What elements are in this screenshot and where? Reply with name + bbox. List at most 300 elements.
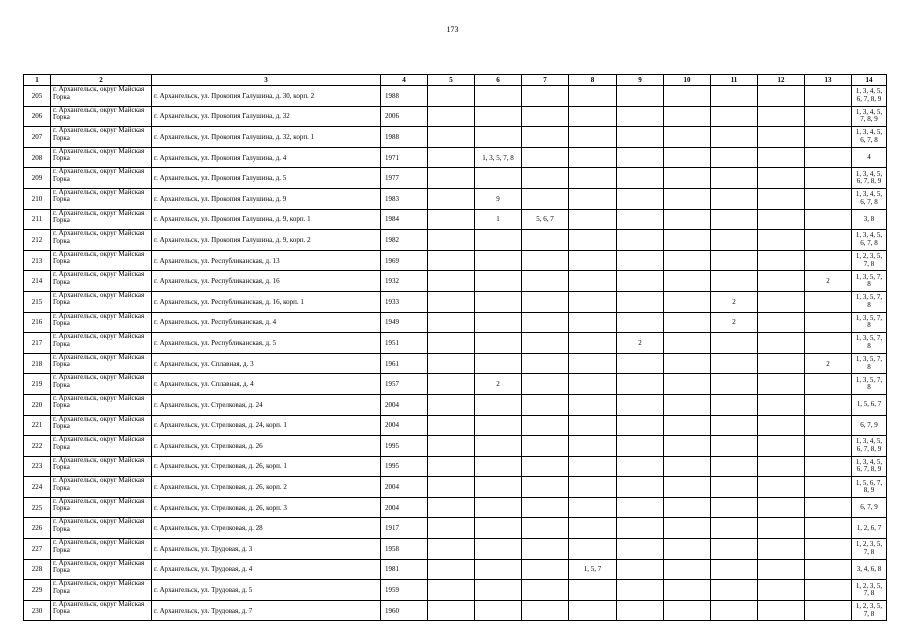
address-cell: г. Архангельск, ул. Стрелковая, д. 26, корп. 2 [152,477,381,498]
col12-cell [758,333,805,354]
col7-cell [522,580,569,601]
col9-cell [617,456,664,477]
col10-cell [664,539,711,560]
col5-cell [428,415,475,436]
col14-cell: 1, 3, 4, 5, 6, 7, 8 [852,230,887,251]
table-row [24,312,887,333]
col12-cell [758,415,805,436]
col6-cell: 2 [475,374,522,395]
col5-cell [428,333,475,354]
col11-cell [711,271,758,292]
district-cell: г. Архангельск, округ Майская Горка [51,374,152,395]
col14-cell: 3, 4, 6, 8 [852,559,887,580]
col9-cell [617,86,664,107]
col8-cell [569,539,617,560]
col5-cell [428,188,475,209]
col5-cell [428,230,475,251]
col13-cell [805,127,852,148]
header-row [24,75,887,86]
col14-cell: 1, 3, 5, 7, 8 [852,312,887,333]
col-header-3: 3 [152,75,381,86]
col6-cell [475,106,522,127]
col9-cell [617,580,664,601]
year-cell: 1959 [381,580,428,601]
table-row [24,106,887,127]
col10-cell [664,86,711,107]
col13-cell: 2 [805,271,852,292]
col13-cell [805,168,852,189]
col12-cell [758,147,805,168]
district-cell: г. Архангельск, округ Майская Горка [51,353,152,374]
table-row [24,580,887,601]
row-number: 228 [24,559,51,580]
col5-cell [428,580,475,601]
table-row [24,518,887,539]
col11-cell [711,436,758,457]
col7-cell [522,312,569,333]
col7-cell [522,230,569,251]
table-row [24,477,887,498]
col13-cell [805,312,852,333]
col5-cell [428,456,475,477]
col10-cell [664,415,711,436]
address-cell: г. Архангельск, ул. Прокопия Галушина, д. 9, корп. 1 [152,209,381,230]
col6-cell [475,580,522,601]
col6-cell: 1, 3, 5, 7, 8 [475,147,522,168]
year-cell: 1988 [381,86,428,107]
col12-cell [758,106,805,127]
col10-cell [664,497,711,518]
col8-cell [569,147,617,168]
col6-cell [475,415,522,436]
row-number: 206 [24,106,51,127]
col11-cell [711,394,758,415]
row-number: 227 [24,539,51,560]
col9-cell [617,147,664,168]
col-header-7: 7 [522,75,569,86]
col10-cell [664,436,711,457]
row-number: 222 [24,436,51,457]
col7-cell [522,436,569,457]
col11-cell [711,106,758,127]
col7-cell [522,539,569,560]
col5-cell [428,209,475,230]
address-cell: г. Архангельск, ул. Республиканская, д. 5 [152,333,381,354]
col6-cell [475,394,522,415]
col8-cell [569,312,617,333]
col8-cell [569,456,617,477]
col5-cell [428,436,475,457]
col5-cell [428,559,475,580]
address-cell: г. Архангельск, ул. Трудовая, д. 7 [152,600,381,621]
year-cell: 1960 [381,600,428,621]
col7-cell [522,559,569,580]
table-row [24,168,887,189]
col13-cell: 2 [805,353,852,374]
col13-cell [805,518,852,539]
col-header-5: 5 [428,75,475,86]
col-header-2: 2 [51,75,152,86]
row-number: 223 [24,456,51,477]
table-row [24,271,887,292]
col14-cell: 6, 7, 9 [852,415,887,436]
col10-cell [664,374,711,395]
year-cell: 1983 [381,188,428,209]
col6-cell [475,168,522,189]
year-cell: 1958 [381,539,428,560]
table-row [24,415,887,436]
col5-cell [428,497,475,518]
row-number: 207 [24,127,51,148]
col8-cell [569,477,617,498]
district-cell: г. Архангельск, округ Майская Горка [51,518,152,539]
row-number: 224 [24,477,51,498]
col13-cell [805,497,852,518]
table-body [24,86,887,621]
col7-cell [522,86,569,107]
col10-cell [664,580,711,601]
address-cell: г. Архангельск, ул. Прокопия Галушина, д. 30, корп. 2 [152,86,381,107]
col5-cell [428,518,475,539]
address-cell: г. Архангельск, ул. Стрелковая, д. 26 [152,436,381,457]
col12-cell [758,518,805,539]
col14-cell: 1, 2, 3, 5, 7, 8 [852,539,887,560]
col10-cell [664,456,711,477]
district-cell: г. Архангельск, округ Майская Горка [51,209,152,230]
col11-cell [711,168,758,189]
table-row [24,436,887,457]
col11-cell [711,539,758,560]
col12-cell [758,312,805,333]
col8-cell [569,600,617,621]
col9-cell [617,209,664,230]
col9-cell [617,127,664,148]
address-cell: г. Архангельск, ул. Прокопия Галушина, д. 9 [152,188,381,209]
col7-cell [522,271,569,292]
col6-cell [475,312,522,333]
col6-cell: 1 [475,209,522,230]
col5-cell [428,271,475,292]
col12-cell [758,600,805,621]
district-cell: г. Архангельск, округ Майская Горка [51,497,152,518]
row-number: 220 [24,394,51,415]
col12-cell [758,271,805,292]
col10-cell [664,353,711,374]
col7-cell [522,518,569,539]
table-row [24,188,887,209]
col12-cell [758,86,805,107]
col11-cell [711,415,758,436]
col14-cell: 1, 3, 5, 7, 8 [852,271,887,292]
col11-cell: 2 [711,312,758,333]
col5-cell [428,477,475,498]
col13-cell [805,147,852,168]
page-number: 173 [446,25,459,34]
col9-cell [617,106,664,127]
col6-cell [475,250,522,271]
col6-cell [475,436,522,457]
col6-cell [475,291,522,312]
col8-cell [569,230,617,251]
table-row [24,559,887,580]
col9-cell [617,312,664,333]
row-number: 218 [24,353,51,374]
row-number: 215 [24,291,51,312]
col14-cell: 1, 3, 4, 5, 7, 8, 9 [852,106,887,127]
table-row [24,127,887,148]
col9-cell [617,415,664,436]
district-cell: г. Архангельск, округ Майская Горка [51,394,152,415]
col-header-14: 14 [852,75,887,86]
district-cell: г. Архангельск, округ Майская Горка [51,127,152,148]
col11-cell [711,353,758,374]
district-cell: г. Архангельск, округ Майская Горка [51,230,152,251]
col9-cell [617,230,664,251]
col7-cell [522,456,569,477]
year-cell: 1951 [381,333,428,354]
address-cell: г. Архангельск, ул. Стрелковая, д. 26, корп. 3 [152,497,381,518]
col9-cell [617,477,664,498]
col12-cell [758,250,805,271]
col9-cell [617,374,664,395]
address-cell: г. Архангельск, ул. Сплавная, д. 3 [152,353,381,374]
col5-cell [428,374,475,395]
district-cell: г. Архангельск, округ Майская Горка [51,580,152,601]
col10-cell [664,168,711,189]
year-cell: 1984 [381,209,428,230]
year-cell: 1982 [381,230,428,251]
col14-cell: 3, 8 [852,209,887,230]
district-cell: г. Архангельск, округ Майская Горка [51,291,152,312]
col8-cell [569,436,617,457]
col13-cell [805,188,852,209]
table-row [24,86,887,107]
col5-cell [428,353,475,374]
row-number: 217 [24,333,51,354]
col6-cell [475,518,522,539]
row-number: 209 [24,168,51,189]
district-cell: г. Архангельск, округ Майская Горка [51,600,152,621]
row-number: 219 [24,374,51,395]
col7-cell [522,477,569,498]
district-cell: г. Архангельск, округ Майская Горка [51,168,152,189]
col14-cell: 4 [852,147,887,168]
district-cell: г. Архангельск, округ Майская Горка [51,147,152,168]
row-number: 212 [24,230,51,251]
col9-cell [617,539,664,560]
col11-cell [711,374,758,395]
col-header-4: 4 [381,75,428,86]
year-cell: 1957 [381,374,428,395]
col9-cell [617,291,664,312]
col13-cell [805,477,852,498]
col11-cell [711,250,758,271]
col-header-10: 10 [664,75,711,86]
col5-cell [428,291,475,312]
year-cell: 1932 [381,271,428,292]
col10-cell [664,333,711,354]
district-cell: г. Архангельск, округ Майская Горка [51,271,152,292]
col8-cell [569,291,617,312]
year-cell: 1988 [381,127,428,148]
col8-cell [569,250,617,271]
col9-cell [617,394,664,415]
col7-cell [522,374,569,395]
col14-cell: 1, 3, 4, 5, 6, 7, 8, 9 [852,168,887,189]
address-cell: г. Архангельск, ул. Республиканская, д. 13 [152,250,381,271]
col5-cell [428,394,475,415]
district-cell: г. Архангельск, округ Майская Горка [51,250,152,271]
col14-cell: 1, 5, 6, 7, 8, 9 [852,477,887,498]
table-row [24,209,887,230]
col9-cell [617,271,664,292]
col13-cell [805,291,852,312]
row-number: 214 [24,271,51,292]
address-cell: г. Архангельск, ул. Трудовая, д. 4 [152,559,381,580]
col14-cell: 1, 3, 4, 5, 6, 7, 8, 9 [852,86,887,107]
district-cell: г. Архангельск, округ Майская Горка [51,415,152,436]
year-cell: 1995 [381,436,428,457]
col7-cell [522,333,569,354]
col6-cell [475,600,522,621]
col11-cell [711,497,758,518]
col11-cell [711,188,758,209]
col6-cell [475,86,522,107]
col7-cell [522,106,569,127]
address-cell: г. Архангельск, ул. Стрелковая, д. 28 [152,518,381,539]
col9-cell [617,436,664,457]
year-cell: 1969 [381,250,428,271]
col13-cell [805,539,852,560]
col9-cell [617,188,664,209]
col13-cell [805,580,852,601]
col6-cell [475,539,522,560]
address-cell: г. Архангельск, ул. Прокопия Галушина, д. 9, корп. 2 [152,230,381,251]
col12-cell [758,539,805,560]
year-cell: 2004 [381,497,428,518]
col5-cell [428,147,475,168]
col13-cell [805,209,852,230]
col10-cell [664,230,711,251]
year-cell: 1977 [381,168,428,189]
table-row [24,250,887,271]
col13-cell [805,600,852,621]
address-cell: г. Архангельск, ул. Трудовая, д. 5 [152,580,381,601]
row-number: 210 [24,188,51,209]
table-row [24,353,887,374]
col13-cell [805,230,852,251]
col9-cell [617,497,664,518]
col9-cell [617,600,664,621]
col12-cell [758,209,805,230]
col14-cell: 1, 3, 5, 7, 8 [852,291,887,312]
col8-cell [569,106,617,127]
district-cell: г. Архангельск, округ Майская Горка [51,333,152,354]
year-cell: 1933 [381,291,428,312]
col12-cell [758,230,805,251]
col9-cell: 2 [617,333,664,354]
col10-cell [664,147,711,168]
col12-cell [758,374,805,395]
col7-cell [522,415,569,436]
year-cell: 1971 [381,147,428,168]
col5-cell [428,86,475,107]
col8-cell [569,127,617,148]
col12-cell [758,127,805,148]
col8-cell [569,209,617,230]
col5-cell [428,250,475,271]
col12-cell [758,168,805,189]
table-row [24,600,887,621]
col7-cell [522,250,569,271]
col11-cell [711,600,758,621]
col6-cell [475,271,522,292]
col12-cell [758,188,805,209]
col14-cell: 1, 2, 3, 5, 7, 8 [852,600,887,621]
col14-cell: 1, 3, 4, 5, 6, 7, 8 [852,188,887,209]
col-header-12: 12 [758,75,805,86]
col6-cell [475,559,522,580]
col14-cell: 1, 3, 5, 7, 8 [852,333,887,354]
address-cell: г. Архангельск, ул. Прокопия Галушина, д. 5 [152,168,381,189]
col7-cell [522,127,569,148]
district-cell: г. Архангельск, округ Майская Горка [51,539,152,560]
table-row [24,497,887,518]
col6-cell [475,333,522,354]
col11-cell [711,147,758,168]
table-row [24,333,887,354]
table-row [24,456,887,477]
col10-cell [664,209,711,230]
year-cell: 2006 [381,106,428,127]
col8-cell [569,86,617,107]
col11-cell [711,456,758,477]
year-cell: 1917 [381,518,428,539]
col11-cell [711,127,758,148]
col13-cell [805,106,852,127]
col14-cell: 1, 2, 6, 7 [852,518,887,539]
col8-cell [569,518,617,539]
address-cell: г. Архангельск, ул. Стрелковая, д. 26, корп. 1 [152,456,381,477]
year-cell: 1961 [381,353,428,374]
col7-cell [522,353,569,374]
col10-cell [664,127,711,148]
col11-cell [711,230,758,251]
col6-cell [475,497,522,518]
col5-cell [428,106,475,127]
table-row [24,147,887,168]
col11-cell [711,518,758,539]
col14-cell: 1, 3, 5, 7, 8 [852,374,887,395]
row-number: 216 [24,312,51,333]
col11-cell [711,477,758,498]
row-number: 211 [24,209,51,230]
col13-cell [805,333,852,354]
row-number: 230 [24,600,51,621]
col13-cell [805,86,852,107]
col6-cell [475,456,522,477]
col8-cell [569,188,617,209]
col10-cell [664,250,711,271]
col12-cell [758,394,805,415]
col13-cell [805,456,852,477]
address-cell: г. Архангельск, ул. Республиканская, д. 16 [152,271,381,292]
col8-cell [569,168,617,189]
address-cell: г. Архангельск, ул. Республиканская, д. 4 [152,312,381,333]
col8-cell [569,333,617,354]
year-cell: 1995 [381,456,428,477]
col11-cell [711,209,758,230]
